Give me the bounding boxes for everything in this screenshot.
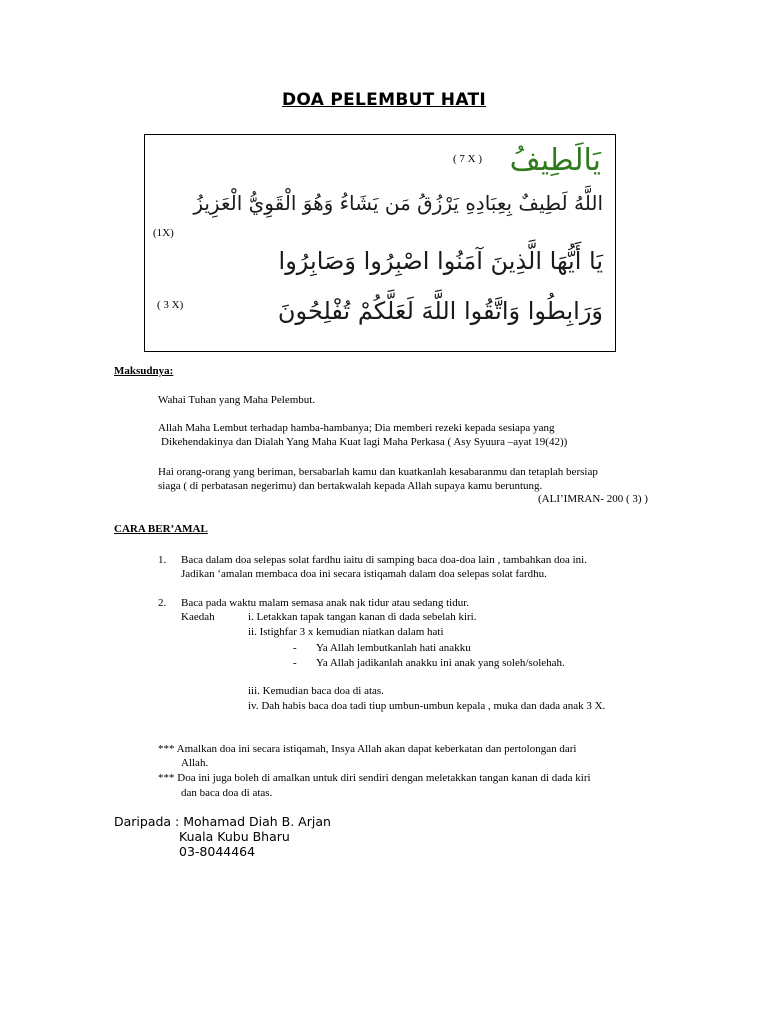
translation-line: Hai orang-orang yang beriman, bersabarlah kamu dan kuatkanlah kesabaranmu dan tetaplah bersiap bbox=[158, 466, 598, 478]
note-text: *** Doa ini juga boleh di amalkan untuk diri sendiri dengan meletakkan tangan kanan di dada kiri bbox=[158, 772, 591, 784]
step-text: iv. Dah habis baca doa tadi tiup umbun-umbun kepala , muka dan dada anak 3 X. bbox=[248, 700, 606, 712]
arabic-line-2: اللَّهُ لَطِيفٌ بِعِبَادِهِ يَرْزُقُ مَن يَشَاءُ وَهُوَ الْقَوِيُّ الْعَزِيزُ bbox=[193, 191, 603, 215]
arabic-line-3: يَا أَيُّهَا الَّذِينَ آمَنُوا اصْبِرُوا وَصَابِرُوا bbox=[278, 247, 603, 275]
step-text: iii. Kemudian baca doa di atas. bbox=[248, 685, 384, 697]
step-text: ii. Istighfar 3 x kemudian niatkan dalam hati bbox=[248, 626, 444, 638]
verse-reference: (ALI’IMRAN- 200 ( 3) ) bbox=[538, 493, 648, 505]
repeat-count-3x: ( 3 X) bbox=[157, 299, 184, 311]
step-text: i. Letakkan tapak tangan kanan di dada sebelah kiri. bbox=[248, 611, 477, 623]
cara-beramal-heading: CARA BER’AMAL bbox=[114, 523, 208, 535]
arabic-prayer-image bbox=[144, 134, 616, 352]
arabic-line-ya-latif: يَالَطِيفُ bbox=[509, 143, 601, 178]
translation-line: Wahai Tuhan yang Maha Pelembut. bbox=[158, 394, 316, 406]
list-number: 2. bbox=[158, 597, 167, 609]
document-title: DOA PELEMBUT HATI bbox=[282, 90, 486, 110]
repeat-count-7x: ( 7 X ) bbox=[453, 153, 483, 165]
maksudnya-heading: Maksudnya: bbox=[114, 365, 174, 377]
dash-bullet: - bbox=[293, 657, 297, 669]
author-location: Kuala Kubu Bharu bbox=[179, 829, 290, 844]
list-item-text: Baca pada waktu malam semasa anak nak tidur atau sedang tidur. bbox=[181, 597, 470, 609]
translation-line: Allah Maha Lembut terhadap hamba-hambanya; Dia memberi rezeki kepada sesiapa yang bbox=[158, 422, 555, 434]
translation-line: siaga ( di perbatasan negerimu) dan bertakwalah kepada Allah supaya kamu beruntung. bbox=[158, 480, 543, 492]
dash-bullet: - bbox=[293, 642, 297, 654]
step-sub-text: Ya Allah jadikanlah anakku ini anak yang soleh/solehah. bbox=[316, 657, 565, 669]
translation-line: Dikehendakinya dan Dialah Yang Maha Kuat lagi Maha Perkasa ( Asy Syuura –ayat 19(42)) bbox=[161, 436, 568, 448]
list-item-text: Baca dalam doa selepas solat fardhu iaitu di samping baca doa-doa lain , tambahkan doa ini. bbox=[181, 554, 587, 566]
note-text: *** Amalkan doa ini secara istiqamah, Insya Allah akan dapat keberkatan dan pertolongan dari bbox=[158, 743, 577, 755]
kaedah-label: Kaedah bbox=[181, 611, 215, 623]
step-sub-text: Ya Allah lembutkanlah hati anakku bbox=[316, 642, 471, 654]
list-item-text: Jadikan ‘amalan membaca doa ini secara istiqamah dalam doa selepas solat fardhu. bbox=[181, 568, 547, 580]
author-phone: 03-8044464 bbox=[179, 844, 256, 859]
note-text: dan baca doa di atas. bbox=[181, 787, 273, 799]
arabic-line-4: وَرَابِطُوا وَاتَّقُوا اللَّهَ لَعَلَّكُمْ تُفْلِحُونَ bbox=[277, 297, 603, 325]
repeat-count-1x: (1X) bbox=[153, 227, 174, 239]
author-line: Daripada : Mohamad Diah B. Arjan bbox=[114, 814, 331, 829]
list-number: 1. bbox=[158, 554, 167, 566]
note-text: Allah. bbox=[181, 757, 209, 769]
